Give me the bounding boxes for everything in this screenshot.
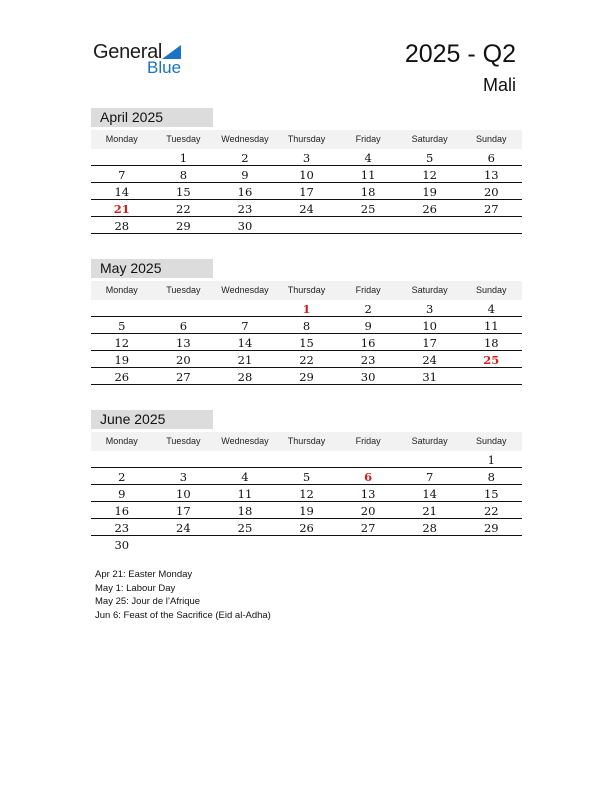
weekday-label: Monday	[105, 436, 138, 446]
day-cell: 9	[118, 487, 126, 501]
weekday-label: Sunday	[475, 134, 507, 144]
day-cell: 7	[241, 319, 249, 333]
day-cell: 18	[360, 185, 376, 199]
day-cell: 20	[360, 504, 376, 518]
month-label: June 2025	[91, 410, 213, 429]
day-cell: 8	[302, 319, 311, 333]
day-cell: 14	[237, 336, 253, 350]
day-cell: 7	[426, 470, 434, 484]
day-cell: 18	[237, 504, 253, 518]
day-cell: 2	[364, 302, 372, 316]
day-cell: 21	[113, 202, 130, 216]
day-cell: 3	[302, 151, 311, 165]
weekday-label: Tuesday	[166, 285, 201, 295]
day-cell: 24	[422, 353, 437, 367]
day-cell: 4	[364, 151, 372, 165]
weekday-label: Monday	[105, 285, 138, 295]
week-row	[91, 351, 522, 368]
day-cell: 25	[483, 353, 500, 367]
day-cell: 9	[241, 168, 249, 182]
day-cell: 14	[114, 185, 130, 199]
week-row	[91, 334, 522, 351]
week-row	[91, 166, 522, 183]
week-row	[91, 468, 522, 485]
day-cell: 26	[422, 202, 437, 216]
day-cell: 23	[360, 353, 376, 367]
day-cell: 5	[426, 151, 434, 165]
day-cell: 15	[483, 487, 499, 501]
week-row	[91, 300, 522, 317]
week-row	[91, 149, 522, 166]
day-cell: 4	[241, 470, 249, 484]
empty-day-cell	[214, 536, 276, 552]
day-cell: 1	[179, 151, 188, 165]
day-cell: 1	[302, 302, 311, 316]
day-cell: 8	[179, 168, 188, 182]
empty-day-cell	[337, 536, 399, 552]
day-cell: 29	[483, 521, 499, 535]
day-cell: 17	[176, 504, 191, 518]
weekday-label: Saturday	[411, 436, 448, 446]
day-cell: 8	[487, 470, 495, 484]
day-cell: 30	[360, 370, 376, 384]
empty-day-cell	[399, 217, 461, 233]
weekday-label: Wednesday	[221, 285, 269, 295]
day-cell: 20	[176, 353, 191, 367]
empty-day-cell	[460, 217, 522, 233]
logo-word-general: General	[93, 41, 163, 63]
weekday-header	[91, 281, 522, 300]
generalblue-logo	[93, 41, 193, 77]
day-cell: 21	[237, 353, 253, 367]
logo-triangle-icon	[162, 45, 181, 59]
day-cell: 31	[422, 370, 437, 384]
day-cell: 2	[118, 470, 126, 484]
day-cell: 16	[237, 185, 253, 199]
day-cell: 26	[114, 370, 130, 384]
empty-day-cell	[399, 536, 461, 552]
holiday-note: May 1: Labour Day	[95, 582, 176, 594]
day-cell: 15	[299, 336, 314, 350]
day-cell: 6	[364, 470, 373, 484]
weekday-header	[91, 432, 522, 451]
day-cell: 13	[360, 487, 376, 501]
empty-day-cell	[91, 451, 153, 467]
day-cell: 23	[114, 521, 130, 535]
weekday-label: Monday	[105, 134, 138, 144]
week-row	[91, 519, 522, 536]
weekday-label: Wednesday	[221, 436, 269, 446]
day-cell: 4	[487, 302, 495, 316]
weekday-label: Wednesday	[221, 134, 269, 144]
day-cell: 30	[114, 538, 130, 552]
day-cell: 21	[422, 504, 437, 518]
day-cell: 22	[176, 202, 191, 216]
empty-day-cell	[460, 368, 522, 384]
day-cell: 25	[237, 521, 253, 535]
day-cell: 20	[483, 185, 499, 199]
day-cell: 12	[422, 168, 437, 182]
week-row	[91, 536, 522, 552]
weekday-label: Sunday	[475, 285, 507, 295]
week-row	[91, 200, 522, 217]
day-cell: 19	[299, 504, 314, 518]
empty-day-cell	[337, 217, 399, 233]
country-name: Mali	[482, 75, 516, 95]
day-cell: 6	[487, 151, 495, 165]
day-cell: 12	[299, 487, 314, 501]
week-row	[91, 183, 522, 200]
day-cell: 11	[360, 168, 376, 182]
month-label: May 2025	[91, 259, 213, 278]
month-april	[91, 108, 522, 234]
day-cell: 16	[360, 336, 376, 350]
day-cell: 17	[299, 185, 314, 199]
day-cell: 11	[483, 319, 499, 333]
day-cell: 19	[422, 185, 437, 199]
day-cell: 2	[241, 151, 249, 165]
week-row	[91, 368, 522, 385]
day-cell: 10	[422, 319, 437, 333]
holiday-note: May 25: Jour de l’Afrique	[95, 596, 201, 607]
weekday-label: Thursday	[287, 436, 326, 446]
empty-day-cell	[399, 451, 461, 467]
day-cell: 19	[114, 353, 130, 367]
day-cell: 24	[176, 521, 191, 535]
holiday-note: Jun 6: Feast of the Sacrifice (Eid al-Adha)	[95, 609, 271, 621]
day-cell: 28	[114, 219, 130, 233]
empty-day-cell	[276, 217, 338, 233]
holiday-notes	[95, 568, 271, 622]
day-cell: 26	[299, 521, 314, 535]
weekday-label: Saturday	[411, 134, 448, 144]
day-cell: 22	[299, 353, 314, 367]
holiday-note: Apr 21: Easter Monday	[95, 569, 193, 580]
day-cell: 13	[176, 336, 191, 350]
day-cell: 22	[483, 504, 499, 518]
month-june	[91, 410, 522, 552]
day-cell: 24	[299, 202, 314, 216]
day-cell: 29	[176, 219, 191, 233]
weekday-label: Sunday	[475, 436, 507, 446]
weekday-header	[91, 130, 522, 149]
day-cell: 1	[487, 453, 495, 467]
weekday-label: Tuesday	[166, 134, 201, 144]
day-cell: 3	[179, 470, 188, 484]
week-row	[91, 317, 522, 334]
empty-day-cell	[276, 536, 338, 552]
day-cell: 18	[483, 336, 499, 350]
day-cell: 23	[237, 202, 253, 216]
weekday-label: Thursday	[287, 285, 326, 295]
day-cell: 15	[176, 185, 191, 199]
logo-word-blue: Blue	[147, 58, 182, 77]
day-cell: 14	[422, 487, 437, 501]
day-cell: 27	[360, 521, 376, 535]
day-cell: 30	[237, 219, 253, 233]
empty-day-cell	[153, 536, 215, 552]
day-cell: 11	[237, 487, 253, 501]
day-cell: 12	[114, 336, 130, 350]
empty-day-cell	[153, 451, 215, 467]
month-label: April 2025	[91, 108, 213, 127]
weekday-label: Friday	[355, 285, 381, 295]
day-cell: 27	[176, 370, 191, 384]
month-may	[91, 259, 522, 385]
weekday-label: Friday	[355, 436, 381, 446]
page-title: 2025 - Q2	[404, 40, 516, 68]
week-row	[91, 451, 522, 468]
day-cell: 10	[176, 487, 191, 501]
week-row	[91, 217, 522, 234]
empty-day-cell	[153, 300, 215, 316]
day-cell: 27	[483, 202, 499, 216]
empty-day-cell	[337, 451, 399, 467]
day-cell: 13	[483, 168, 499, 182]
day-cell: 29	[299, 370, 314, 384]
day-cell: 6	[179, 319, 188, 333]
empty-day-cell	[214, 451, 276, 467]
day-cell: 17	[422, 336, 437, 350]
weekday-label: Friday	[355, 134, 381, 144]
empty-day-cell	[460, 536, 522, 552]
empty-day-cell	[214, 300, 276, 316]
week-row	[91, 502, 522, 519]
day-cell: 28	[237, 370, 253, 384]
day-cell: 16	[114, 504, 130, 518]
weekday-label: Tuesday	[166, 436, 201, 446]
day-cell: 5	[302, 470, 311, 484]
day-cell: 9	[364, 319, 372, 333]
day-cell: 3	[426, 302, 434, 316]
day-cell: 7	[118, 168, 126, 182]
empty-day-cell	[91, 149, 153, 165]
empty-day-cell	[91, 300, 153, 316]
day-cell: 5	[118, 319, 126, 333]
week-row	[91, 485, 522, 502]
empty-day-cell	[276, 451, 338, 467]
day-cell: 10	[299, 168, 314, 182]
day-cell: 25	[360, 202, 376, 216]
weekday-label: Thursday	[287, 134, 326, 144]
weekday-label: Saturday	[411, 285, 448, 295]
day-cell: 28	[422, 521, 437, 535]
